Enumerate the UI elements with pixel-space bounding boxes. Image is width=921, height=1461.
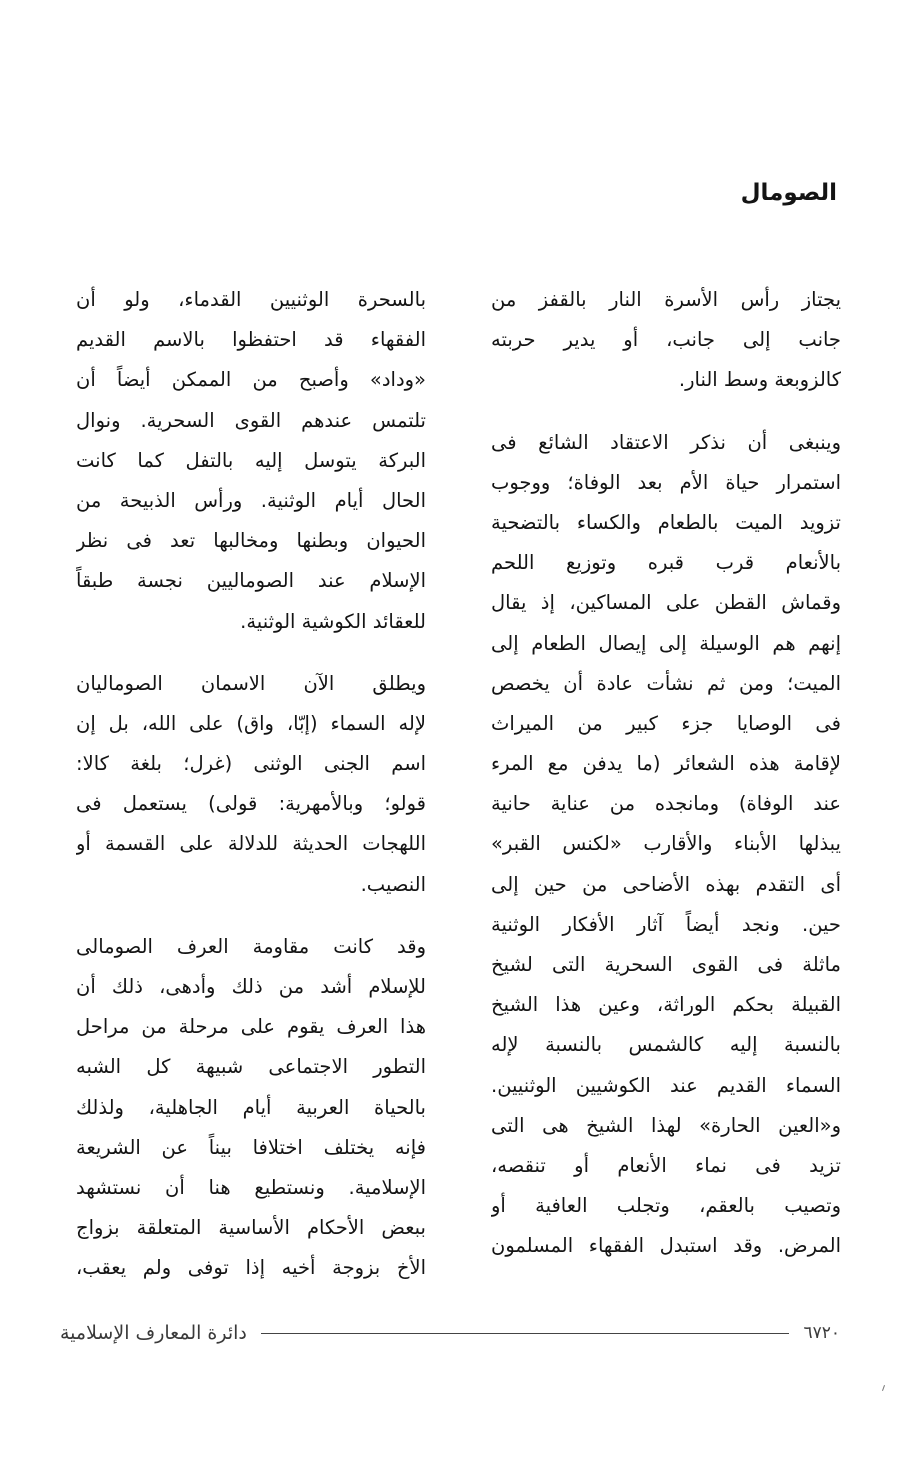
- text-line: ببعض الأحكام الأساسية المتعلقة بزواج: [76, 1216, 426, 1240]
- text-line: الإسلام عند الصوماليين نجسة طبقاً: [76, 569, 426, 593]
- text-line: ماثلة فى القوى السحرية التى لشيخ: [491, 953, 841, 976]
- text-line: بالنسبة إليه كالشمس بالنسبة لإله: [491, 1033, 841, 1057]
- text-line: يجتاز رأس الأسرة النار بالقفز من: [491, 288, 841, 311]
- text-line: أى التقدم بهذه الأضاحى من حين إلى: [491, 872, 841, 896]
- text-line: بالحياة العربية أيام الجاهلية، ولذلك: [76, 1095, 426, 1119]
- paragraph-gap: [76, 642, 426, 664]
- text-line: تلتمس عندهم القوى السحرية. ونوال: [76, 408, 426, 432]
- text-line: السماء القديم عند الكوشيين الوثنيين.: [491, 1073, 841, 1097]
- paragraph-gap: [76, 905, 426, 927]
- text-line: التطور الاجتماعى شبيهة كل الشبه: [76, 1055, 426, 1079]
- text-line: للعقائد الكوشية الوثنية.: [240, 609, 426, 633]
- text-line: الإسلامية. ونستطيع هنا أن نستشهد: [76, 1175, 426, 1199]
- text-line: بالأنعام قرب قبره وتوزيع اللحم: [491, 551, 841, 575]
- text-line: كالزوبعة وسط النار.: [678, 368, 841, 392]
- page-number: ٦٧٢٠: [803, 1323, 840, 1343]
- scan-speck: [882, 1385, 885, 1391]
- text-line: اللهجات الحديثة للدلالة على القسمة أو: [76, 832, 426, 856]
- text-line: النصيب.: [360, 872, 426, 896]
- text-line: المرض. وقد استبدل الفقهاء المسلمون: [491, 1234, 841, 1258]
- running-head-title: الصومال: [740, 180, 837, 206]
- text-line: تزويد الميت بالطعام والكساء بالتضحية: [491, 510, 841, 534]
- text-line: فى الوصايا جزء كبير من الميراث: [491, 711, 841, 735]
- text-line: «وداد» وأصبح من الممكن أيضاً أن: [76, 368, 426, 392]
- text-line: عند الوفاة) ومانجده من عناية حانية: [491, 792, 841, 816]
- text-line: ويطلق الآن الاسمان الصوماليان: [76, 671, 426, 695]
- text-line: للإسلام أشد من ذلك وأدهى، ذلك أن: [76, 975, 426, 998]
- text-line: الميت؛ ومن ثم نشأت عادة أن يخصص: [491, 671, 841, 695]
- text-line: إنهم هم الوسيلة إلى إيصال الطعام إلى: [491, 631, 841, 655]
- text-line: يبذلها الأبناء والأقارب «لكنس القبر»: [491, 832, 841, 856]
- text-line: لإله السماء (إبّا، واق) على الله، بل إن: [76, 711, 426, 735]
- text-line: اسم الجنى الوثنى (غرل؛ بلغة كالا:: [76, 752, 426, 776]
- page-footer: [60, 1318, 840, 1348]
- text-line: بالسحرة الوثنيين القدماء، ولو أن: [76, 288, 426, 311]
- text-line: وقماش القطن على المساكين، إذ يقال: [491, 591, 841, 615]
- left-column: [76, 280, 426, 1289]
- text-line: وقد كانت مقاومة العرف الصومالى: [76, 934, 426, 958]
- text-line: تزيد فى نماء الأنعام أو تنقصه،: [491, 1153, 841, 1177]
- text-line: لإقامة هذه الشعائر (ما يدفن مع المرء: [491, 752, 841, 776]
- text-line: وتصيب بالعقم، وتجلب العافية أو: [491, 1194, 841, 1218]
- text-line: القبيلة بحكم الوراثة، وعين هذا الشيخ: [491, 993, 841, 1017]
- text-line: الحال أيام الوثنية. ورأس الذبيحة من: [76, 488, 426, 512]
- text-line: استمرار حياة الأم بعد الوفاة؛ ووجوب: [491, 470, 841, 494]
- text-line: فإنه يختلف اختلافا بيناً عن الشريعة: [76, 1135, 426, 1159]
- text-line: و«العين الحارة» لهذا الشيخ هى التى: [491, 1113, 841, 1137]
- paragraph-gap: [491, 401, 841, 423]
- text-line: حين. ونجد أيضاً آثار الأفكار الوثنية: [491, 912, 841, 936]
- text-line: البركة يتوسل إليه بالتفل كما كانت: [76, 448, 426, 472]
- footer-rule: [261, 1333, 790, 1334]
- text-line: قولو؛ وبالأمهرية: قولى) يستعمل فى: [76, 792, 426, 816]
- footer-publication-title: دائرة المعارف الإسلامية: [60, 1322, 247, 1344]
- text-line: وينبغى أن نذكر الاعتقاد الشائع فى: [491, 430, 841, 454]
- text-line: الفقهاء قد احتفظوا بالاسم القديم: [76, 328, 426, 352]
- text-line: جانب إلى جانب، أو يدير حربته: [491, 328, 841, 352]
- text-line: الأخ بزوجة أخيه إذا توفى ولم يعقب،: [76, 1256, 426, 1280]
- text-line: هذا العرف يقوم على مرحلة من مراحل: [76, 1015, 426, 1039]
- right-column: [491, 280, 841, 1267]
- text-line: الحيوان وبطنها ومخالبها تعد فى نظر: [76, 529, 426, 553]
